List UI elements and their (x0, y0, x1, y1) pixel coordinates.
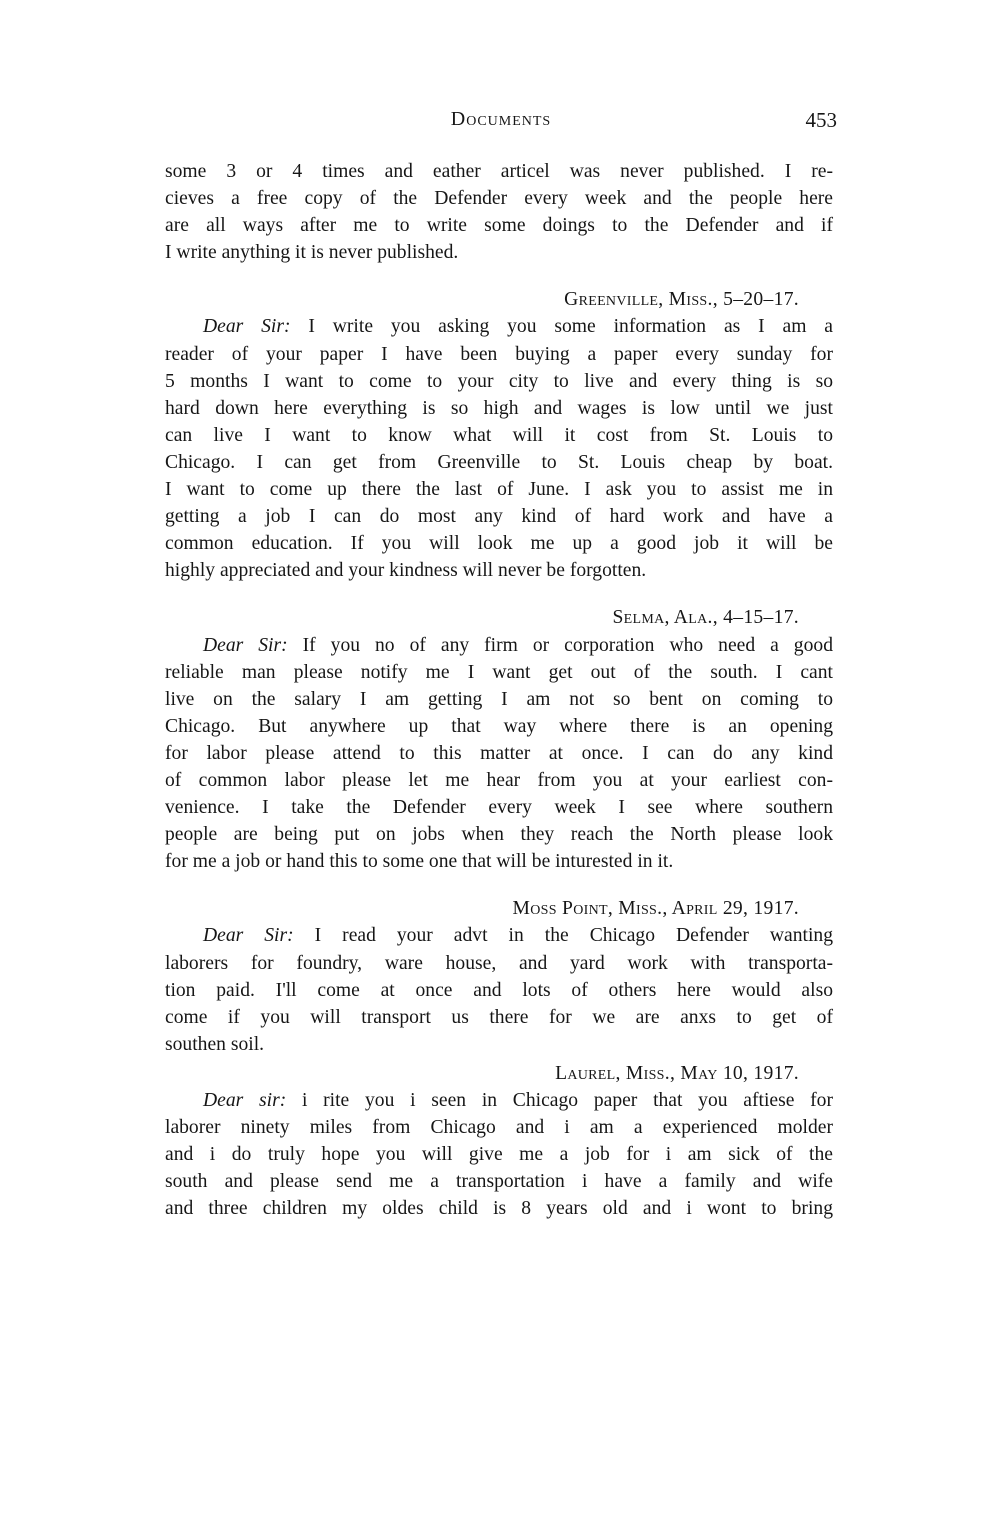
text-line: can live I want to know what will it cost from St. Louis to (165, 424, 833, 446)
letter-first-line-text: i rite you i seen in Chicago paper that you aftiese for (286, 1090, 834, 1111)
text-line: venience. I take the Defender every week I see where southern (165, 797, 833, 819)
page-header (165, 108, 837, 138)
text-line: laborer ninety miles from Chicago and i am a experienced molder (165, 1117, 833, 1139)
letter-first-line-text: I write you asking you some information as I am a (290, 316, 833, 338)
letter-dateline: Laurel, Miss., May 10, 1917. (555, 1062, 799, 1084)
text-line: some 3 or 4 times and eather articel was never published. I re- (165, 161, 833, 182)
continuation-paragraph (165, 158, 833, 266)
text-line: and three children my oldes child is 8 years old and i wont to bring (165, 1198, 833, 1220)
letter-first-line (165, 632, 833, 659)
letter-dateline: Moss Point, Miss., April 29, 1917. (512, 898, 799, 920)
text-line: for me a job or hand this to some one that will be inturested in it. (165, 851, 674, 873)
letter-salutation: Dear Sir: (203, 316, 291, 338)
text-line: reader of your paper I have been buying a paper every sunday for (165, 343, 833, 365)
letter-selma (165, 604, 833, 875)
letter-dateline: Selma, Ala., 4–15–17. (612, 607, 799, 629)
letter-laurel (165, 1060, 833, 1223)
text-line: common education. If you will look me up a good job it will be (165, 533, 833, 555)
text-line: people are being put on jobs when they reach the North please look (165, 824, 833, 846)
text-line: south and please send me a transportation i have a family and wife (165, 1171, 833, 1193)
text-line: southen soil. (165, 1033, 265, 1055)
text-line: Chicago. I can get from Greenville to St. Louis cheap by boat. (165, 451, 833, 473)
page-body (165, 158, 833, 1222)
letter-dateline: Greenville, Miss., 5–20–17. (564, 289, 799, 311)
letter-first-line-text: I read your advt in the Chicago Defender wanting (293, 925, 833, 947)
letter-first-line (165, 922, 833, 949)
letter-greenville (165, 286, 833, 584)
text-line: live on the salary I am getting I am not so bent on coming to (165, 688, 833, 710)
text-line: tion paid. I'll come at once and lots of others here would also (165, 979, 833, 1001)
text-line: 5 months I want to come to your city to live and every thing is so (165, 370, 833, 392)
text-line: I write anything it is never published. (165, 242, 459, 264)
text-line: of common labor please let me hear from you at your earliest con- (165, 769, 833, 791)
text-line: Chicago. But anywhere up that way where there is an opening (165, 715, 833, 737)
letter-salutation: Dear Sir: (203, 925, 294, 947)
page-number: 453 (805, 108, 837, 132)
letter-first-line (165, 313, 833, 340)
text-line: highly appreciated and your kindness will never be forgotten. (165, 560, 647, 582)
text-line: hard down here everything is so high and wages is low until we just (165, 397, 833, 419)
text-line: getting a job I can do most any kind of hard work and have a (165, 506, 833, 528)
text-line: reliable man please notify me I want get out of the south. I cant (165, 661, 833, 683)
text-line: cieves a free copy of the Defender every week and the people here (165, 188, 833, 210)
letter-salutation: Dear Sir: (203, 634, 288, 656)
text-line: come if you will transport us there for we are anxs to get of (165, 1006, 833, 1028)
letter-first-line-text: If you no of any firm or corporation who need a good (287, 634, 833, 656)
text-line: for labor please attend to this matter at once. I can do any kind (165, 742, 833, 764)
running-title: Documents (450, 108, 552, 130)
letter-salutation: Dear sir: (203, 1090, 287, 1111)
text-line: are all ways after me to write some doings to the Defender and if (165, 215, 833, 237)
text-line: I want to come up there the last of June. I ask you to assist me in (165, 479, 833, 501)
text-line: and i do truly hope you will give me a job for i am sick of the (165, 1144, 833, 1166)
letter-first-line (165, 1087, 833, 1114)
text-line: laborers for foundry, ware house, and yard work with transporta- (165, 952, 833, 974)
letter-moss-point (165, 895, 833, 1058)
